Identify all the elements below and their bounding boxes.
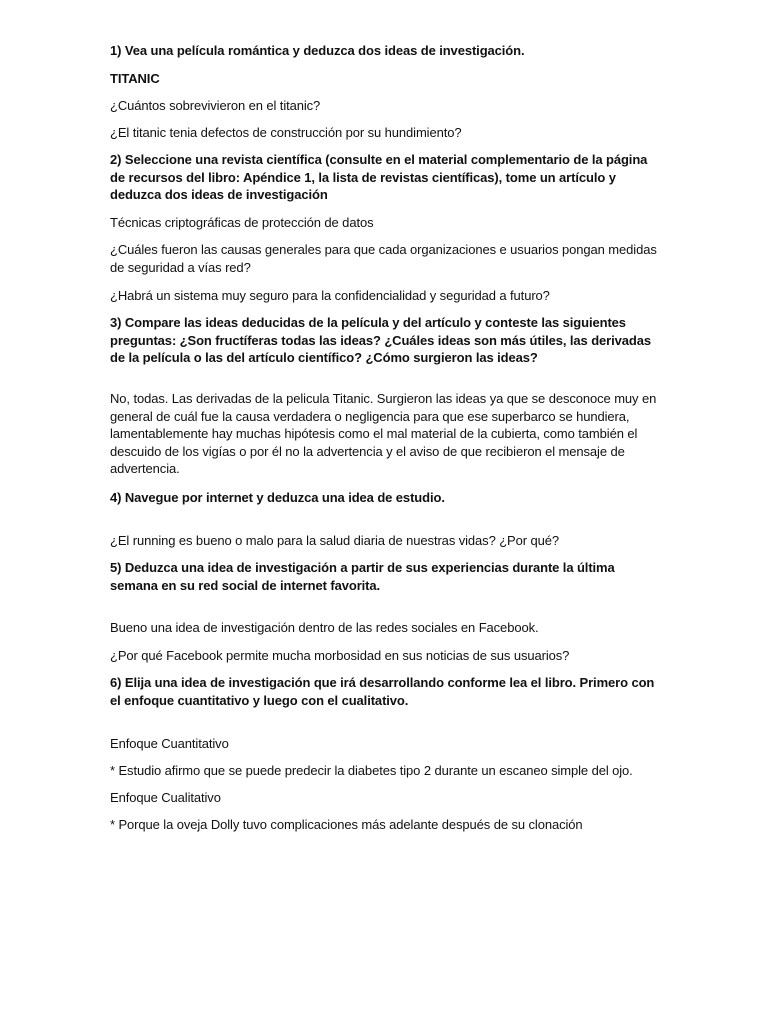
q3-answer: No, todas. Las derivadas de la pelicula Titanic. Surgieron las ideas ya que se desconoce muy en general de cuál fue la causa verdadera o negligencia para que ese superbarco se hundiera, lamentablemente hay muchas hipótesis como el mal material de la cubierta, como también el descuido de los vigías o por él no la advertencia y el aviso de que recibieron el mensaje de advertencia.	[110, 391, 657, 476]
titanic-heading: TITANIC	[110, 71, 160, 86]
q5-idea: ¿Por qué Facebook permite mucha morbosidad en sus noticias de sus usuarios?	[110, 648, 570, 663]
question-3: 3) Compare las ideas deducidas de la película y del artículo y conteste las siguientes preguntas: ¿Son fructíferas todas las ideas? ¿Cuáles ideas son más útiles, las derivadas de la película o las del artículo científico? ¿Cómo surgieron las ideas?	[110, 315, 651, 365]
question-1: 1) Vea una película romántica y deduzca dos ideas de investigación.	[110, 43, 525, 58]
quantitative-text: * Estudio afirmo que se puede predecir la diabetes tipo 2 durante un escaneo simple del ojo.	[110, 763, 633, 778]
article-title: Técnicas criptográficas de protección de datos	[110, 215, 374, 230]
qualitative-heading: Enfoque Cualitativo	[110, 790, 221, 805]
q2-idea-1: ¿Cuáles fueron las causas generales para que cada organizaciones e usuarios pongan medidas de seguridad a vías red?	[110, 242, 657, 275]
question-5: 5) Deduzca una idea de investigación a partir de sus experiencias durante la última semana en su red social de internet favorita.	[110, 560, 615, 593]
q1-idea-1: ¿Cuántos sobrevivieron en el titanic?	[110, 98, 321, 113]
quantitative-heading: Enfoque Cuantitativo	[110, 736, 229, 751]
q4-idea: ¿El running es bueno o malo para la salud diaria de nuestras vidas? ¿Por qué?	[110, 533, 560, 548]
question-6: 6) Elija una idea de investigación que irá desarrollando conforme lea el libro. Primero con el enfoque cuantitativo y luego con el cualitativo.	[110, 675, 655, 708]
question-2: 2) Seleccione una revista científica (consulte en el material complementario de la página de recursos del libro: Apéndice 1, la lista de revistas científicas), tome un artículo y deduzca dos ideas de investigación	[110, 152, 648, 202]
qualitative-text: * Porque la oveja Dolly tuvo complicaciones más adelante después de su clonación	[110, 817, 583, 832]
q2-idea-2: ¿Habrá un sistema muy seguro para la confidencialidad y seguridad a futuro?	[110, 288, 550, 303]
q5-intro: Bueno una idea de investigación dentro de las redes sociales en Facebook.	[110, 620, 539, 635]
question-4: 4) Navegue por internet y deduzca una idea de estudio.	[110, 490, 445, 505]
q1-idea-2: ¿El titanic tenia defectos de construcción por su hundimiento?	[110, 125, 462, 140]
